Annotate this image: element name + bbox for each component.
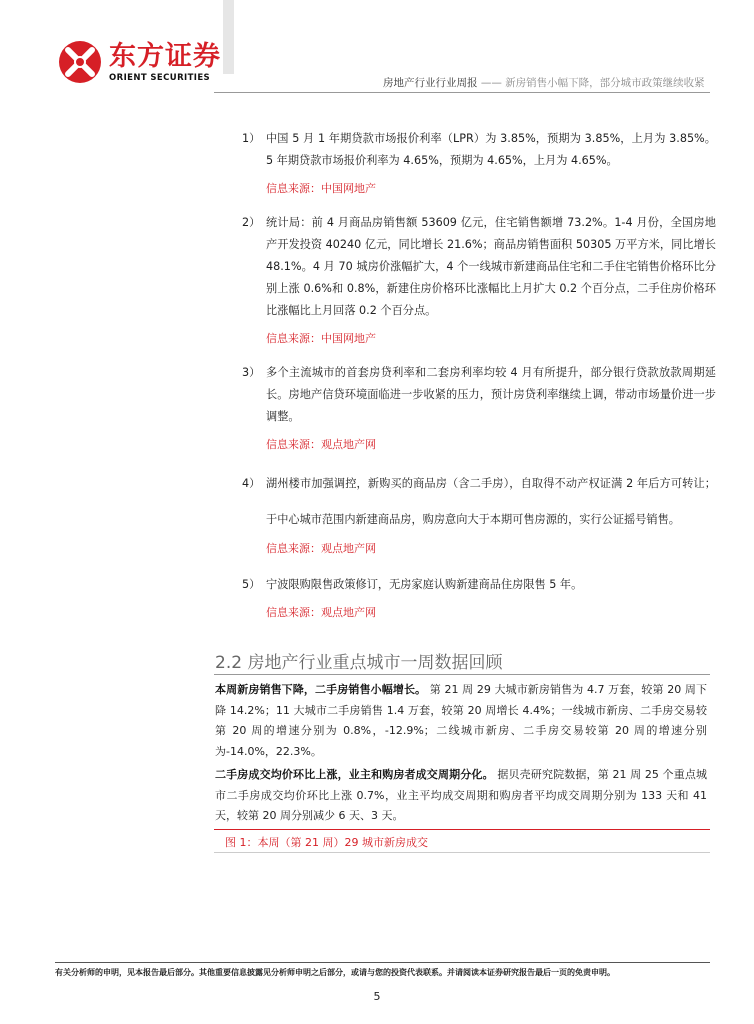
news-item-number: 4） bbox=[242, 477, 261, 490]
news-item-number: 1） bbox=[242, 132, 261, 145]
logo-text-en: ORIENT SECURITIES bbox=[109, 73, 211, 83]
news-list bbox=[236, 128, 716, 624]
header-decor-bar bbox=[223, 0, 234, 74]
news-item-source: 信息来源：观点地产网 bbox=[266, 438, 376, 451]
figure-caption-rule bbox=[214, 852, 710, 853]
summary-paragraph-sales bbox=[215, 680, 707, 762]
news-item-number: 3） bbox=[242, 366, 261, 379]
news-item bbox=[236, 466, 716, 560]
logo-mark-icon bbox=[58, 40, 102, 84]
news-item bbox=[236, 362, 716, 456]
news-item bbox=[236, 128, 716, 200]
figure-caption: 图 1：本周（第 21 周）29 城市新房成交 bbox=[225, 836, 428, 849]
header-rule bbox=[214, 92, 710, 93]
news-item-text: 多个主流城市的首套房贷利率和二套房利率均较 4 月有所提升，部分银行贷款放款周期延长。房地产信贷环境面临进一步收紧的压力，预计房贷利率继续上调，带动市场量价进一步调整。 bbox=[266, 366, 716, 423]
report-header bbox=[383, 75, 705, 90]
paragraph-body: 第 21 周 29 大城市新房销售为 4.7 万套，较第 20 周下降 14.2%；11 大城市二手房销售 1.4 万套，较第 20 周增长 4.4%；一线城市新房、二手房交易较第 20 周的增速分别为 0.8%，-12.9%；二线城市新房、二手房交易较第 20 周的增速分别为-14.0%，22.3%。 bbox=[215, 683, 707, 758]
footer-disclaimer: 有关分析师的申明，见本报告最后部分。其他重要信息披露见分析师申明之后部分，或请与您的投资代表联系。并请阅读本证券研究报告最后一页的免责申明。 bbox=[55, 968, 615, 977]
news-item bbox=[236, 574, 716, 624]
page-number: 5 bbox=[373, 990, 381, 1003]
company-logo bbox=[58, 40, 221, 86]
news-item-source: 信息来源：中国网地产 bbox=[266, 332, 376, 345]
logo-text-cn: 东方证券 bbox=[109, 41, 221, 72]
section-title: 2.2 房地产行业重点城市一周数据回顾 bbox=[215, 653, 503, 673]
news-item-source: 信息来源：观点地产网 bbox=[266, 542, 376, 555]
paragraph-lead: 本周新房销售下降，二手房销售小幅增长。 bbox=[215, 683, 427, 696]
news-item-text: 宁波限购限售政策修订，无房家庭认购新建商品住房限售 5 年。 bbox=[266, 578, 583, 591]
news-item-number: 2） bbox=[242, 216, 261, 229]
report-type: 房地产行业行业周报 bbox=[383, 77, 478, 89]
news-item-text: 中国 5 月 1 年期贷款市场报价利率（LPR）为 3.85%，预期为 3.85%，上月为 3.85%。5 年期贷款市场报价利率为 4.65%，预期为 4.65%，上月为 4.65%。 bbox=[266, 132, 716, 167]
paragraph-body: 据贝壳研究院数据，第 21 周 25 个重点城市二手房成交均价环比上涨 0.7%，业主平均成交周期和购房者平均成交周期分别为 133 天和 41 天，较第 20 周分别减少 6 天、3 天。 bbox=[215, 768, 708, 822]
summary-paragraph-price bbox=[215, 765, 707, 827]
figure-top-rule bbox=[214, 829, 710, 830]
header-separator: —— bbox=[480, 77, 502, 89]
report-title: 新房销售小幅下降，部分城市政策继续收紧 bbox=[505, 77, 705, 89]
section-rule bbox=[214, 674, 710, 675]
news-item-source: 信息来源：观点地产网 bbox=[266, 606, 376, 619]
news-item-source: 信息来源：中国网地产 bbox=[266, 182, 376, 195]
news-item bbox=[236, 212, 716, 350]
news-item-text: 统计局：前 4 月商品房销售额 53609 亿元，住宅销售额增 73.2%。1-4 月份，全国房地产开发投资 40240 亿元，同比增长 21.6%；商品房销售面积 50305 万平方米，同比增长 48.1%。4 月 70 城房价涨幅扩大，4 个一线城市新建商品住宅和二手住宅销售价格环比分别上涨 0.6%和 0.8%，新建住房价格环比涨幅比上月扩大 0.2 个百分点，二手住房价格环比涨幅比上月回落 0.2 个百分点。 bbox=[266, 216, 716, 317]
footer-rule bbox=[55, 962, 710, 963]
paragraph-lead: 二手房成交均价环比上涨，业主和购房者成交周期分化。 bbox=[215, 768, 494, 781]
news-item-number: 5） bbox=[242, 578, 261, 591]
news-item-text: 湖州楼市加强调控，新购买的商品房（含二手房），自取得不动产权证满 2 年后方可转让；于中心城市范围内新建商品房，购房意向大于本期可售房源的，实行公证摇号销售。 bbox=[266, 477, 716, 526]
